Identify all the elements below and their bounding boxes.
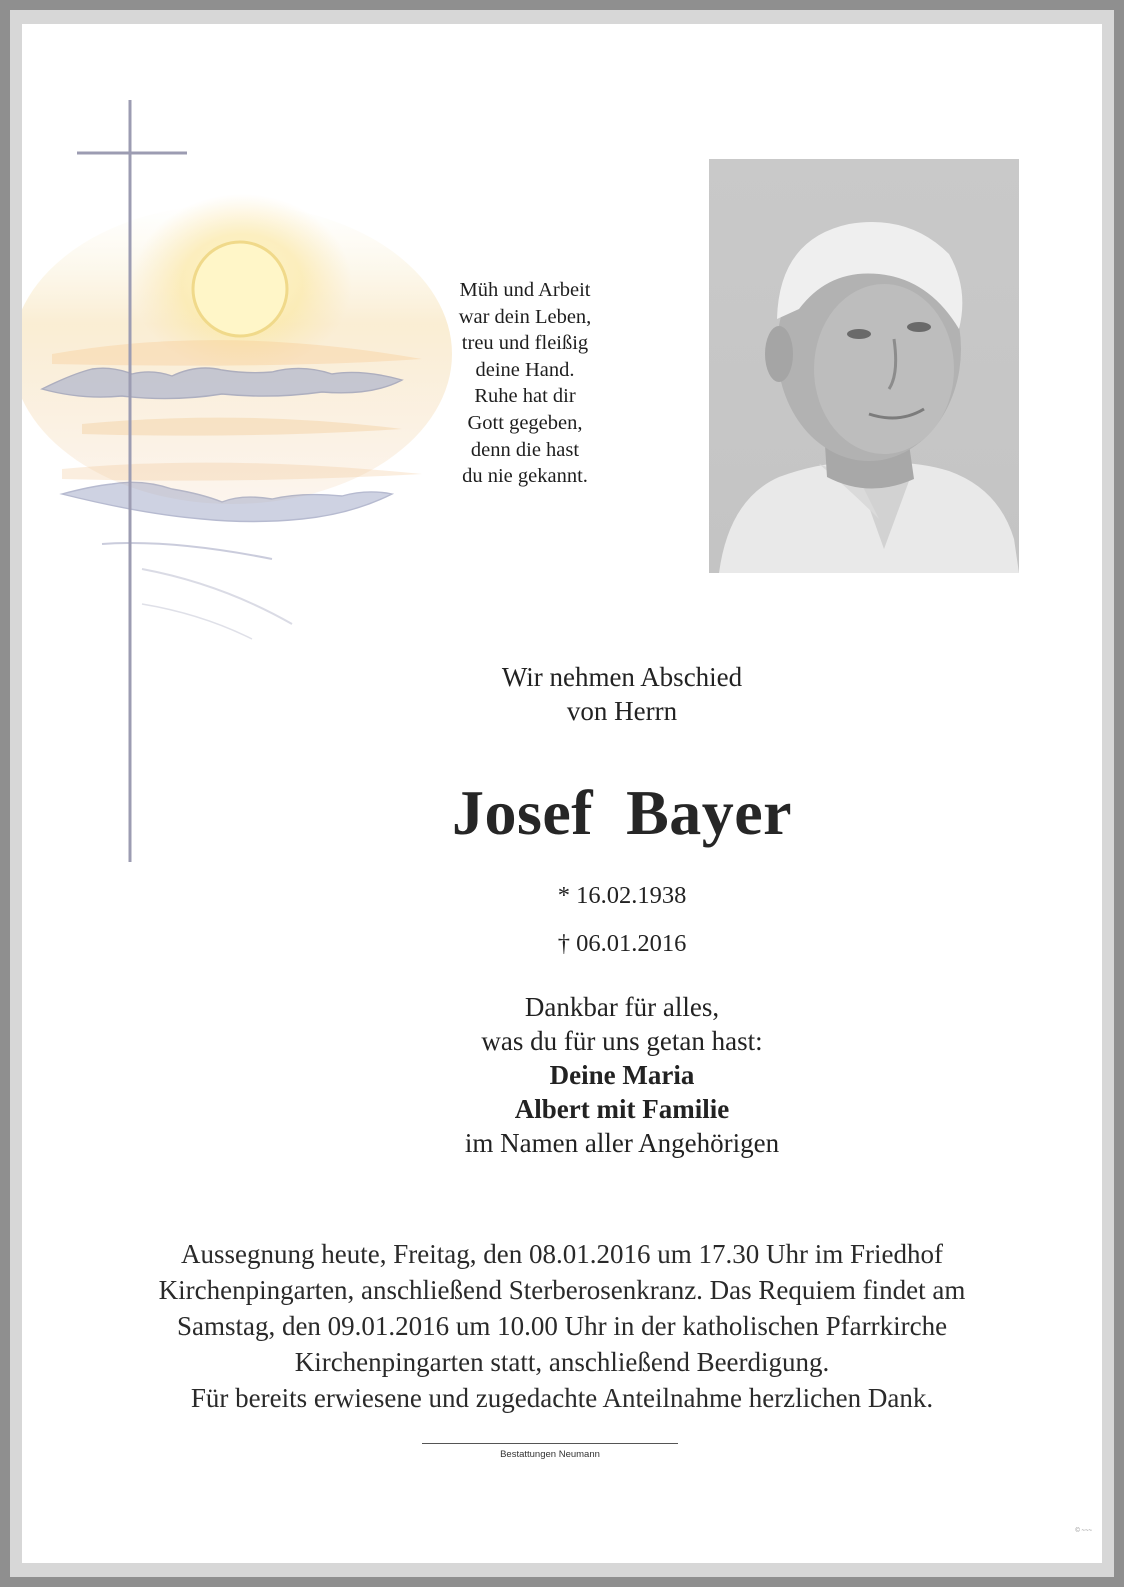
mourner-name: Albert mit Familie	[514, 1094, 730, 1124]
verse-line: Ruhe hat dir	[474, 385, 576, 408]
verse-line: deine Hand.	[475, 358, 575, 381]
deceased-name: Josef Bayer	[451, 777, 793, 848]
announcement-line: Aussegnung heute, Freitag, den 08.01.2016 um 17.30 Uhr im Friedhof	[181, 1239, 943, 1269]
mourner-name: Deine Maria	[549, 1060, 695, 1090]
thanks-line1: Dankbar für alles,	[524, 992, 720, 1022]
farewell-line2: von Herrn	[566, 696, 678, 726]
farewell-line1: Wir nehmen Abschied	[501, 662, 743, 692]
footer-divider	[422, 1443, 678, 1444]
portrait-photo	[709, 159, 1019, 573]
announcement-line: Kirchenpingarten, anschließend Sterberosenkranz. Das Requiem findet am	[158, 1275, 966, 1305]
thanks-block	[382, 990, 862, 1160]
undertaker-name: Bestattungen Neumann	[500, 1449, 600, 1460]
verse-line: war dein Leben,	[458, 305, 592, 328]
thanks-line2: was du für uns getan hast:	[481, 1026, 763, 1056]
death-date: † 06.01.2016	[557, 930, 687, 957]
obituary-page	[22, 24, 1102, 1563]
birth-date: * 16.02.1938	[557, 882, 687, 909]
verse-line: Müh und Arbeit	[459, 279, 591, 301]
announcement-line: Samstag, den 09.01.2016 um 10.00 Uhr in der katholischen Pfarrkirche	[176, 1311, 948, 1341]
verse-line: denn die hast	[470, 438, 580, 461]
thanks-line3: im Namen aller Angehörigen	[464, 1128, 780, 1158]
verse-poem	[430, 277, 620, 490]
farewell-text	[382, 660, 862, 728]
verse-line: du nie gekannt.	[462, 465, 588, 488]
sunset-illustration	[22, 24, 482, 884]
copyright-mark: © ~~~	[1075, 1528, 1092, 1534]
funeral-announcement	[62, 1236, 1062, 1416]
announcement-line: Kirchenpingarten statt, anschließend Beerdigung.	[294, 1347, 830, 1377]
verse-line: Gott gegeben,	[467, 411, 583, 434]
announcement-line: Für bereits erwiesene und zugedachte Anteilnahme herzlichen Dank.	[190, 1383, 934, 1413]
verse-line: treu und fleißig	[461, 332, 589, 355]
